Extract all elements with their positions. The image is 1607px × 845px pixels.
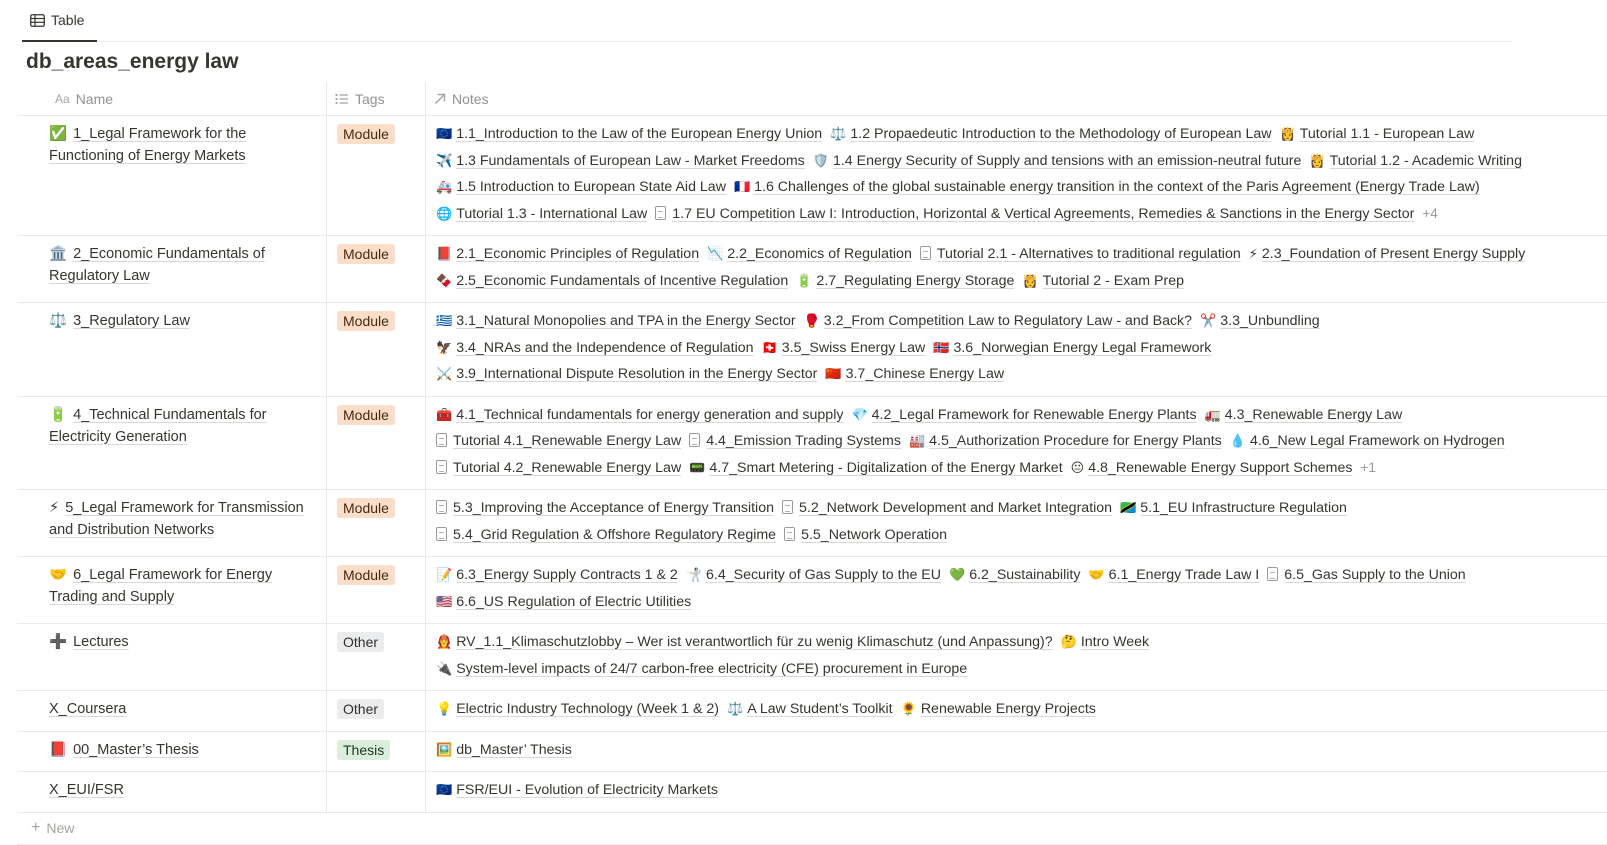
relation-link-label: 5.2_Network Development and Market Integration: [798, 500, 1113, 516]
notes-line: [436, 564, 1607, 591]
relation-link[interactable]: [436, 243, 699, 265]
notes-line: [436, 739, 1607, 766]
notes-cell[interactable]: [425, 557, 1607, 623]
page-emoji-icon: 🤺: [685, 567, 702, 582]
document-icon: [436, 500, 447, 514]
page-emoji-icon: 🏭: [908, 433, 926, 448]
relation-link[interactable]: [689, 457, 1062, 479]
document-icon: [920, 246, 931, 260]
relation-link[interactable]: [1088, 564, 1259, 586]
name-cell[interactable]: [17, 397, 326, 490]
page-emoji-icon: 🇨🇭: [761, 339, 778, 355]
page-title-link[interactable]: 4_Technical Fundamentals for Electricity Generation: [49, 406, 267, 445]
relation-link[interactable]: [436, 739, 572, 761]
new-row-label: New: [46, 820, 75, 836]
document-icon: [1267, 567, 1278, 581]
relation-link-label: 4.5_Authorization Procedure for Energy Plants: [929, 433, 1222, 449]
relation-link-label: Tutorial 1.1 - European Law: [1299, 126, 1475, 142]
tags-cell[interactable]: [326, 772, 425, 812]
document-icon: [436, 433, 447, 447]
relation-link[interactable]: [436, 524, 776, 546]
relation-link-label: Tutorial 1.2 - Academic Writing: [1329, 152, 1522, 169]
page-emoji-icon: 🛡️: [812, 152, 829, 168]
relation-link-label: 3.5_Swiss Energy Law: [781, 339, 926, 356]
document-icon: [782, 500, 793, 514]
relation-link-label: 6.5_Gas Supply to the Union: [1284, 567, 1466, 583]
relation-link-label: 3.6_Norwegian Energy Legal Framework: [953, 339, 1212, 356]
page-title-link[interactable]: Lectures: [73, 634, 129, 650]
notes-cell[interactable]: [425, 732, 1607, 772]
page-emoji-icon: 🤝: [49, 567, 68, 583]
relation-link[interactable]: [436, 176, 726, 198]
column-header-notes[interactable]: [425, 82, 1607, 115]
table-row[interactable]: [17, 303, 1607, 397]
relation-link[interactable]: [1205, 404, 1403, 426]
relation-link-label: Tutorial 4.2_Renewable Energy Law: [453, 459, 682, 476]
new-row-button[interactable]: [17, 813, 1607, 845]
page-emoji-icon: 🍫: [436, 272, 453, 288]
table-row[interactable]: [17, 557, 1607, 624]
page-emoji-icon: ⚡: [1248, 246, 1258, 261]
tags-cell[interactable]: [326, 236, 425, 302]
tags-cell[interactable]: [326, 691, 425, 731]
relation-link[interactable]: [436, 337, 754, 359]
name-cell[interactable]: [17, 116, 326, 235]
name-cell[interactable]: [17, 236, 326, 302]
name-cell[interactable]: [17, 732, 326, 772]
page-emoji-icon: 🥊: [803, 313, 820, 328]
page-emoji-icon: ✂️: [1200, 313, 1217, 328]
page-emoji-icon: ⚖️: [727, 701, 744, 716]
tag-badge: Module: [337, 498, 395, 518]
tag-badge: Module: [337, 405, 395, 425]
view-tab-label: Table: [51, 12, 85, 28]
relation-link[interactable]: [1249, 243, 1526, 265]
relation-link-label: 3.9_International Dispute Resolution in the Energy Sector: [456, 366, 818, 382]
relation-link[interactable]: [436, 430, 681, 452]
relation-link-label: 2.1_Economic Principles of Regulation: [456, 246, 700, 262]
relation-link-label: 1.4 Energy Security of Supply and tensions with an emission-neutral future: [832, 152, 1302, 169]
notes-line: [436, 337, 1607, 364]
page-emoji-icon: 🇬🇷: [436, 313, 453, 328]
relation-link-label: 6.2_Sustainability: [969, 567, 1081, 583]
relation-link[interactable]: [909, 430, 1222, 452]
page-title-link[interactable]: 00_Master’s Thesis: [73, 741, 199, 758]
relation-link-label: Tutorial 2 - Exam Prep: [1042, 272, 1184, 289]
relation-link-label: 6.4_Security of Gas Supply to the EU: [706, 567, 942, 583]
relation-link-label: 5.1_EU Infrastructure Regulation: [1140, 500, 1347, 516]
page-emoji-icon: 🇪🇺: [436, 126, 453, 141]
tag-badge: Module: [337, 244, 395, 264]
database-table: [17, 82, 1607, 845]
page-emoji-icon: 📟: [689, 459, 706, 475]
relation-link-label: Intro Week: [1080, 634, 1150, 650]
name-cell[interactable]: [17, 303, 326, 396]
relation-link[interactable]: [830, 123, 1271, 145]
relation-link-label: 2.2_Economics of Regulation: [727, 246, 912, 262]
column-header-label: Name: [75, 90, 114, 107]
relation-link-label: 2.3_Foundation of Present Energy Supply: [1261, 246, 1526, 262]
tags-cell[interactable]: [326, 116, 425, 235]
page-emoji-icon: 🔋: [796, 272, 813, 288]
relation-link[interactable]: [1022, 270, 1184, 292]
name-cell[interactable]: [17, 772, 326, 812]
page-emoji-icon: ⚔️: [436, 366, 453, 381]
relation-link-label: 4.8_Renewable Energy Support Schemes: [1088, 459, 1353, 476]
tag-badge: Other: [337, 632, 384, 652]
relation-link-label: 5.3_Improving the Acceptance of Energy Transition: [453, 500, 774, 516]
notes-line: [436, 779, 1607, 806]
notes-line: [436, 497, 1607, 524]
list-icon: [335, 93, 349, 105]
page-emoji-icon: 🧰: [436, 406, 453, 422]
relation-link[interactable]: [1280, 123, 1475, 145]
relation-link[interactable]: [689, 430, 901, 452]
relation-link[interactable]: [707, 243, 912, 265]
table-icon: [30, 14, 45, 27]
relation-link[interactable]: [1267, 564, 1465, 586]
relation-link[interactable]: [1309, 150, 1522, 172]
page-emoji-icon: 📕: [436, 246, 453, 261]
relation-link-label: RV_1.1_Klimaschutzlobby – Wer ist verantwortlich für zu wenig Klimaschutz (und Anpassung)?: [456, 634, 1053, 650]
page-emoji-icon: 🌻: [900, 701, 917, 716]
relation-link[interactable]: [436, 310, 796, 332]
notes-line: [436, 658, 1607, 685]
relation-link-label: 3.4_NRAs and the Independence of Regulation: [456, 339, 754, 356]
notes-line: [436, 698, 1607, 725]
relation-link[interactable]: [436, 497, 774, 519]
relation-link-label: 4.1_Technical fundamentals for energy generation and supply: [456, 406, 844, 423]
tags-cell[interactable]: [326, 732, 425, 772]
relation-link-label: System-level impacts of 24/7 carbon-free electricity (CFE) procurement in Europe: [456, 660, 968, 677]
document-icon: [655, 206, 666, 220]
relation-link[interactable]: [920, 243, 1241, 265]
notes-cell[interactable]: [425, 116, 1607, 235]
page-title-link[interactable]: X_EUI/FSR: [49, 782, 124, 798]
notes-line: [436, 591, 1607, 618]
notes-line: [436, 243, 1607, 270]
page-title-link[interactable]: 6_Legal Framework for Energy Trading and Supply: [49, 567, 273, 605]
notes-line: [436, 310, 1607, 337]
relation-link[interactable]: [436, 658, 967, 680]
relation-link[interactable]: [1071, 457, 1353, 479]
document-icon: [689, 433, 700, 447]
tags-cell[interactable]: [326, 303, 425, 396]
page-emoji-icon: 🔋: [49, 406, 68, 423]
page-emoji-icon: 📕: [49, 741, 68, 758]
relation-link[interactable]: [1200, 310, 1320, 332]
tags-cell[interactable]: [326, 557, 425, 623]
view-bar: [22, 0, 1512, 42]
relation-link[interactable]: [901, 698, 1096, 720]
tags-cell[interactable]: [326, 624, 425, 690]
page-emoji-icon: 🌐: [436, 205, 453, 221]
relation-link[interactable]: [1061, 631, 1150, 653]
page-emoji-icon: ⚖️: [49, 313, 68, 329]
document-icon: [436, 527, 447, 541]
table-row[interactable]: [17, 732, 1607, 773]
page-emoji-icon: ➕: [49, 634, 68, 650]
relation-link[interactable]: [784, 524, 947, 546]
notes-line: [436, 176, 1607, 203]
page-emoji-icon: 🔌: [436, 660, 453, 676]
relation-link[interactable]: [727, 698, 893, 720]
page-emoji-icon: 📉: [707, 246, 724, 261]
notes-cell[interactable]: [425, 772, 1607, 812]
page-title-link[interactable]: X_Coursera: [49, 701, 127, 717]
relation-link-label: 1.3 Fundamentals of European Law - Market Freedoms: [456, 152, 805, 169]
relation-link[interactable]: [436, 631, 1053, 653]
relation-link-label: 2.5_Economic Fundamentals of Incentive Regulation: [456, 272, 789, 289]
name-cell[interactable]: [17, 490, 326, 556]
document-icon: [436, 460, 447, 474]
page-emoji-icon: 🦅: [436, 339, 453, 355]
notes-line: [436, 457, 1607, 484]
relation-link[interactable]: [436, 363, 817, 385]
page-emoji-icon: 🇨🇳: [825, 366, 842, 381]
relation-link[interactable]: [686, 564, 941, 586]
tags-cell[interactable]: [326, 490, 425, 556]
page-emoji-icon: 💎: [851, 406, 868, 422]
relation-link-label: Tutorial 2.1 - Alternatives to traditional regulation: [936, 246, 1241, 262]
relation-link[interactable]: [655, 203, 1414, 225]
relation-link[interactable]: [804, 310, 1192, 332]
page-emoji-icon: 💚: [949, 567, 966, 582]
page-emoji-icon: 🇳🇴: [933, 339, 950, 355]
page-title-link[interactable]: 1_Legal Framework for the Functioning of Energy Markets: [49, 126, 247, 164]
table-row[interactable]: [17, 397, 1607, 491]
relation-link-label: 2.7_Regulating Energy Storage: [816, 272, 1015, 289]
relation-link[interactable]: [933, 337, 1211, 359]
tag-badge: Module: [337, 124, 395, 144]
relation-link-label: 4.3_Renewable Energy Law: [1224, 406, 1403, 423]
relation-link-label: Renewable Energy Projects: [920, 701, 1096, 717]
relation-link[interactable]: [825, 363, 1004, 385]
relation-link-label: 3.3_Unbundling: [1220, 313, 1320, 329]
page-emoji-icon: ⚖️: [830, 126, 847, 141]
relation-link-label: 4.4_Emission Trading Systems: [706, 433, 901, 449]
notes-cell[interactable]: [425, 303, 1607, 396]
relation-link-label: 4.7_Smart Metering - Digitalization of the Energy Market: [709, 459, 1063, 476]
page-emoji-icon: 🚑: [436, 179, 453, 194]
notes-line: [436, 203, 1607, 230]
notes-cell[interactable]: [425, 236, 1607, 302]
page-emoji-icon: 👸: [1309, 152, 1326, 168]
relation-link-label: Tutorial 4.1_Renewable Energy Law: [453, 433, 682, 449]
page-emoji-icon: 👸: [1279, 126, 1296, 141]
page-emoji-icon: 🇪🇺: [436, 782, 453, 797]
relation-link-label: 1.5 Introduction to European State Aid Law: [456, 179, 726, 195]
relation-link-label: 4.2_Legal Framework for Renewable Energy Plants: [871, 406, 1197, 423]
name-cell[interactable]: [17, 557, 326, 623]
relation-link[interactable]: [436, 698, 719, 720]
notes-cell[interactable]: [425, 624, 1607, 690]
relation-link[interactable]: [1230, 430, 1505, 452]
relation-link[interactable]: [851, 404, 1196, 426]
text-type-icon: Aa: [55, 91, 70, 106]
page-emoji-icon: 💡: [436, 701, 453, 716]
table-row[interactable]: [17, 116, 1607, 236]
relation-link[interactable]: [436, 457, 681, 479]
more-relations-count[interactable]: +4: [1422, 205, 1438, 221]
relation-link-label: 6.1_Energy Trade Law I: [1108, 567, 1260, 583]
relation-link-label: db_Master’ Thesis: [456, 741, 572, 758]
plus-icon: +: [31, 819, 41, 836]
page-emoji-icon: 🚛: [1204, 406, 1221, 422]
view-tab-table[interactable]: [22, 0, 97, 42]
page-emoji-icon: 😐: [1070, 459, 1085, 475]
page-emoji-icon: 🤝: [1088, 567, 1105, 582]
page-emoji-icon: 🇫🇷: [733, 179, 751, 194]
relation-link[interactable]: [796, 270, 1014, 292]
notes-line: [436, 150, 1607, 177]
page-title-link[interactable]: 3_Regulatory Law: [73, 313, 190, 329]
page-emoji-icon: 🏛️: [49, 246, 68, 262]
page-emoji-icon: ✅: [49, 126, 68, 142]
name-cell[interactable]: [17, 624, 326, 690]
notes-line: [436, 430, 1607, 457]
notes-line: [436, 270, 1607, 297]
relation-link-label: Electric Industry Technology (Week 1 & 2): [456, 701, 720, 717]
notes-line: [436, 123, 1607, 150]
notes-line: [436, 524, 1607, 551]
page-emoji-icon: ⚡: [49, 500, 60, 516]
page-emoji-icon: 💧: [1229, 433, 1246, 448]
relation-link-label: 1.6 Challenges of the global sustainable energy transition in the context of the Paris Agreement (Energy Trade Law): [754, 179, 1480, 195]
tags-cell[interactable]: [326, 397, 425, 490]
relation-link-label: FSR/EUI - Evolution of Electricity Markets: [456, 782, 718, 798]
relation-link[interactable]: [436, 150, 805, 172]
relation-link-label: 1.7 EU Competition Law I: Introduction, Horizontal & Vertical Agreements, Remedies & Sanctions in the Energy Sector: [672, 205, 1415, 222]
relation-link-label: 3.2_From Competition Law to Regulatory Law - and Back?: [823, 313, 1193, 329]
page-emoji-icon: 🇹🇿: [1120, 500, 1137, 515]
relation-link[interactable]: [436, 270, 788, 292]
relation-link[interactable]: [949, 564, 1080, 586]
column-header-name[interactable]: [17, 82, 326, 115]
more-relations-count[interactable]: +1: [1360, 459, 1376, 475]
relation-link[interactable]: [734, 176, 1480, 198]
notes-line: [436, 631, 1607, 658]
relation-link[interactable]: [1120, 497, 1347, 519]
arrow-up-right-icon: [434, 93, 446, 105]
table-row[interactable]: [17, 490, 1607, 557]
relation-link-label: 6.6_US Regulation of Electric Utilities: [456, 593, 692, 610]
notes-cell[interactable]: [425, 490, 1607, 556]
relation-link-label: 6.3_Energy Supply Contracts 1 & 2: [456, 567, 678, 583]
relation-link[interactable]: [436, 123, 822, 145]
relation-link-label: 1.2 Propaedeutic Introduction to the Methodology of European Law: [850, 126, 1272, 142]
column-header-tags[interactable]: [326, 82, 425, 115]
relation-link[interactable]: [436, 203, 647, 225]
relation-link-label: 4.6_New Legal Framework on Hydrogen: [1249, 433, 1505, 449]
notes-line: [436, 404, 1607, 431]
relation-link-label: 5.5_Network Operation: [801, 526, 947, 543]
notes-cell[interactable]: [425, 691, 1607, 731]
page-emoji-icon: 👩‍🚒: [436, 634, 453, 649]
name-cell[interactable]: [17, 691, 326, 731]
tag-badge: Module: [337, 565, 395, 585]
database-title[interactable]: db_areas_energy law: [26, 50, 239, 73]
page-emoji-icon: 👸: [1022, 272, 1039, 288]
notes-cell[interactable]: [425, 397, 1607, 490]
relation-link-label: 5.4_Grid Regulation & Offshore Regulatory Regime: [453, 526, 777, 543]
table-body: [17, 116, 1607, 813]
table-row[interactable]: [17, 236, 1607, 303]
relation-link[interactable]: [813, 150, 1302, 172]
relation-link[interactable]: [762, 337, 926, 359]
column-header-label: Tags: [355, 90, 385, 107]
tag-badge: Thesis: [337, 740, 390, 760]
page-title-link[interactable]: 5_Legal Framework for Transmission and Distribution Networks: [49, 500, 304, 538]
relation-link-label: 3.1_Natural Monopolies and TPA in the Energy Sector: [456, 313, 796, 329]
tag-badge: Other: [337, 699, 384, 719]
table-row[interactable]: [17, 624, 1607, 691]
page-emoji-icon: ✈️: [436, 152, 453, 168]
relation-link-label: 1.1_Introduction to the Law of the European Energy Union: [456, 126, 823, 142]
relation-link-label: Tutorial 1.3 - International Law: [456, 205, 648, 222]
relation-link[interactable]: [782, 497, 1112, 519]
relation-link[interactable]: [436, 404, 843, 426]
relation-link[interactable]: [436, 591, 691, 613]
page-emoji-icon: 🖼️: [436, 741, 453, 757]
notes-line: [436, 363, 1607, 390]
tag-badge: Module: [337, 311, 395, 331]
document-icon: [784, 527, 795, 541]
page-emoji-icon: 🇺🇸: [436, 593, 453, 609]
page-emoji-icon: 🤔: [1060, 634, 1077, 649]
column-header-label: Notes: [452, 90, 489, 107]
page-emoji-icon: 📝: [436, 567, 453, 582]
relation-link-label: A Law Student’s Toolkit: [747, 701, 893, 717]
table-row[interactable]: [17, 691, 1607, 732]
relation-link-label: 3.7_Chinese Energy Law: [845, 366, 1005, 382]
table-row[interactable]: [17, 772, 1607, 813]
relation-link[interactable]: [436, 779, 718, 801]
page-title-link[interactable]: 2_Economic Fundamentals of Regulatory Law: [49, 246, 265, 284]
relation-link[interactable]: [436, 564, 678, 586]
table-header: [17, 82, 1607, 116]
